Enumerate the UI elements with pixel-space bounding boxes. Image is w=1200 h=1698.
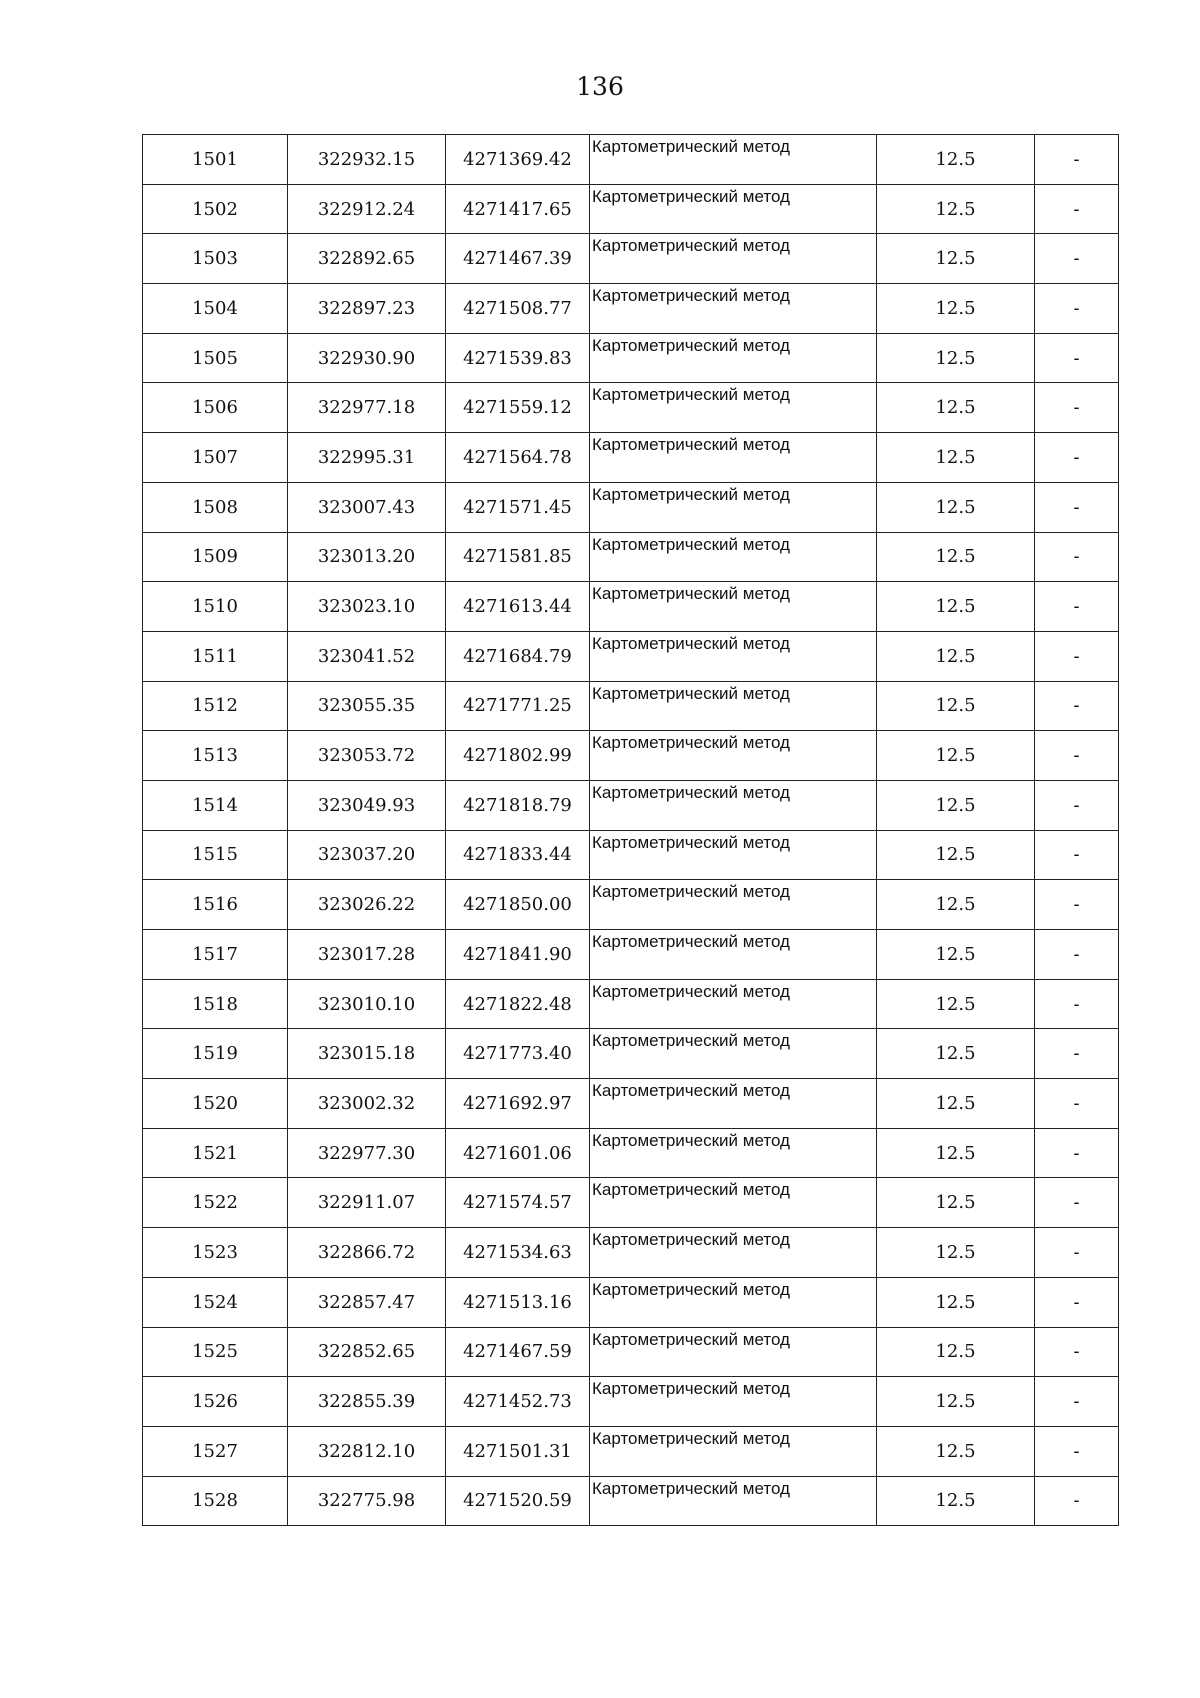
note-cell: - [1035,681,1119,731]
x-coordinate-cell: 322775.98 [288,1476,446,1526]
method-cell: Картометрический метод [590,383,877,433]
method-cell: Картометрический метод [590,1476,877,1526]
table-row [143,930,1119,980]
point-number-cell: 1518 [143,979,288,1029]
method-cell: Картометрический метод [590,433,877,483]
x-coordinate-cell: 323007.43 [288,482,446,532]
point-number-cell: 1519 [143,1029,288,1079]
x-coordinate-cell: 322977.18 [288,383,446,433]
y-coordinate-cell: 4271684.79 [446,631,590,681]
note-cell: - [1035,830,1119,880]
y-coordinate-cell: 4271520.59 [446,1476,590,1526]
y-coordinate-cell: 4271692.97 [446,1079,590,1129]
note-cell: - [1035,930,1119,980]
accuracy-cell: 12.5 [877,1228,1035,1278]
table-row [143,780,1119,830]
accuracy-cell: 12.5 [877,1377,1035,1427]
y-coordinate-cell: 4271417.65 [446,184,590,234]
note-cell: - [1035,880,1119,930]
y-coordinate-cell: 4271581.85 [446,532,590,582]
point-number-cell: 1514 [143,780,288,830]
y-coordinate-cell: 4271508.77 [446,284,590,334]
table-row [143,681,1119,731]
table-row [143,284,1119,334]
y-coordinate-cell: 4271571.45 [446,482,590,532]
accuracy-cell: 12.5 [877,1029,1035,1079]
y-coordinate-cell: 4271818.79 [446,780,590,830]
x-coordinate-cell: 322911.07 [288,1178,446,1228]
table-row [143,1277,1119,1327]
method-cell: Картометрический метод [590,582,877,632]
table-row [143,433,1119,483]
method-cell: Картометрический метод [590,184,877,234]
note-cell: - [1035,1178,1119,1228]
x-coordinate-cell: 323049.93 [288,780,446,830]
accuracy-cell: 12.5 [877,681,1035,731]
note-cell: - [1035,482,1119,532]
accuracy-cell: 12.5 [877,1327,1035,1377]
x-coordinate-cell: 323013.20 [288,532,446,582]
method-cell: Картометрический метод [590,284,877,334]
x-coordinate-cell: 322857.47 [288,1277,446,1327]
accuracy-cell: 12.5 [877,631,1035,681]
table-row [143,631,1119,681]
y-coordinate-cell: 4271773.40 [446,1029,590,1079]
method-cell: Картометрический метод [590,1426,877,1476]
x-coordinate-cell: 323010.10 [288,979,446,1029]
point-number-cell: 1525 [143,1327,288,1377]
y-coordinate-cell: 4271613.44 [446,582,590,632]
table-body [143,135,1119,1526]
x-coordinate-cell: 322852.65 [288,1327,446,1377]
accuracy-cell: 12.5 [877,731,1035,781]
y-coordinate-cell: 4271534.63 [446,1228,590,1278]
method-cell: Картометрический метод [590,880,877,930]
y-coordinate-cell: 4271802.99 [446,731,590,781]
point-number-cell: 1513 [143,731,288,781]
note-cell: - [1035,631,1119,681]
point-number-cell: 1521 [143,1128,288,1178]
note-cell: - [1035,1228,1119,1278]
point-number-cell: 1508 [143,482,288,532]
x-coordinate-cell: 323026.22 [288,880,446,930]
page-number: 136 [576,72,624,101]
point-number-cell: 1502 [143,184,288,234]
method-cell: Картометрический метод [590,1029,877,1079]
y-coordinate-cell: 4271467.39 [446,234,590,284]
method-cell: Картометрический метод [590,681,877,731]
method-cell: Картометрический метод [590,731,877,781]
accuracy-cell: 12.5 [877,780,1035,830]
y-coordinate-cell: 4271564.78 [446,433,590,483]
y-coordinate-cell: 4271771.25 [446,681,590,731]
method-cell: Картометрический метод [590,930,877,980]
table-row [143,830,1119,880]
table-row [143,1426,1119,1476]
accuracy-cell: 12.5 [877,333,1035,383]
method-cell: Картометрический метод [590,1178,877,1228]
accuracy-cell: 12.5 [877,979,1035,1029]
point-number-cell: 1527 [143,1426,288,1476]
table-row [143,1128,1119,1178]
note-cell: - [1035,284,1119,334]
note-cell: - [1035,582,1119,632]
method-cell: Картометрический метод [590,333,877,383]
y-coordinate-cell: 4271513.16 [446,1277,590,1327]
point-number-cell: 1526 [143,1377,288,1427]
accuracy-cell: 12.5 [877,532,1035,582]
accuracy-cell: 12.5 [877,1476,1035,1526]
method-cell: Картометрический метод [590,780,877,830]
note-cell: - [1035,383,1119,433]
method-cell: Картометрический метод [590,532,877,582]
accuracy-cell: 12.5 [877,1128,1035,1178]
method-cell: Картометрический метод [590,1128,877,1178]
x-coordinate-cell: 322897.23 [288,284,446,334]
point-number-cell: 1509 [143,532,288,582]
point-number-cell: 1506 [143,383,288,433]
note-cell: - [1035,184,1119,234]
x-coordinate-cell: 323053.72 [288,731,446,781]
table-row [143,582,1119,632]
point-number-cell: 1501 [143,135,288,185]
accuracy-cell: 12.5 [877,582,1035,632]
table-row [143,532,1119,582]
x-coordinate-cell: 322866.72 [288,1228,446,1278]
note-cell: - [1035,731,1119,781]
point-number-cell: 1503 [143,234,288,284]
accuracy-cell: 12.5 [877,880,1035,930]
coordinates-table [142,134,1119,1526]
table-row [143,234,1119,284]
x-coordinate-cell: 323055.35 [288,681,446,731]
method-cell: Картометрический метод [590,234,877,284]
accuracy-cell: 12.5 [877,482,1035,532]
x-coordinate-cell: 322930.90 [288,333,446,383]
y-coordinate-cell: 4271841.90 [446,930,590,980]
method-cell: Картометрический метод [590,1228,877,1278]
table-row [143,979,1119,1029]
note-cell: - [1035,433,1119,483]
method-cell: Картометрический метод [590,1277,877,1327]
table-row [143,333,1119,383]
table-row [143,1228,1119,1278]
table-row [143,1476,1119,1526]
x-coordinate-cell: 323002.32 [288,1079,446,1129]
method-cell: Картометрический метод [590,631,877,681]
point-number-cell: 1523 [143,1228,288,1278]
note-cell: - [1035,1476,1119,1526]
table-row [143,482,1119,532]
note-cell: - [1035,1426,1119,1476]
x-coordinate-cell: 322892.65 [288,234,446,284]
point-number-cell: 1505 [143,333,288,383]
note-cell: - [1035,780,1119,830]
note-cell: - [1035,234,1119,284]
method-cell: Картометрический метод [590,830,877,880]
point-number-cell: 1512 [143,681,288,731]
y-coordinate-cell: 4271452.73 [446,1377,590,1427]
note-cell: - [1035,1029,1119,1079]
y-coordinate-cell: 4271574.57 [446,1178,590,1228]
note-cell: - [1035,1277,1119,1327]
accuracy-cell: 12.5 [877,1426,1035,1476]
table-row [143,1178,1119,1228]
x-coordinate-cell: 323041.52 [288,631,446,681]
method-cell: Картометрический метод [590,1079,877,1129]
x-coordinate-cell: 322977.30 [288,1128,446,1178]
y-coordinate-cell: 4271822.48 [446,979,590,1029]
point-number-cell: 1507 [143,433,288,483]
point-number-cell: 1517 [143,930,288,980]
table-row [143,1377,1119,1427]
table-row [143,1029,1119,1079]
note-cell: - [1035,1377,1119,1427]
note-cell: - [1035,135,1119,185]
point-number-cell: 1511 [143,631,288,681]
accuracy-cell: 12.5 [877,135,1035,185]
x-coordinate-cell: 323023.10 [288,582,446,632]
y-coordinate-cell: 4271467.59 [446,1327,590,1377]
y-coordinate-cell: 4271369.42 [446,135,590,185]
table-row [143,135,1119,185]
point-number-cell: 1504 [143,284,288,334]
accuracy-cell: 12.5 [877,1079,1035,1129]
point-number-cell: 1528 [143,1476,288,1526]
y-coordinate-cell: 4271539.83 [446,333,590,383]
table-row [143,1327,1119,1377]
accuracy-cell: 12.5 [877,1277,1035,1327]
table-row [143,184,1119,234]
note-cell: - [1035,1327,1119,1377]
accuracy-cell: 12.5 [877,1178,1035,1228]
point-number-cell: 1522 [143,1178,288,1228]
point-number-cell: 1520 [143,1079,288,1129]
accuracy-cell: 12.5 [877,433,1035,483]
accuracy-cell: 12.5 [877,234,1035,284]
accuracy-cell: 12.5 [877,284,1035,334]
x-coordinate-cell: 322912.24 [288,184,446,234]
x-coordinate-cell: 322812.10 [288,1426,446,1476]
table-row [143,880,1119,930]
y-coordinate-cell: 4271601.06 [446,1128,590,1178]
accuracy-cell: 12.5 [877,930,1035,980]
note-cell: - [1035,979,1119,1029]
point-number-cell: 1516 [143,880,288,930]
method-cell: Картометрический метод [590,979,877,1029]
table-row [143,731,1119,781]
point-number-cell: 1510 [143,582,288,632]
x-coordinate-cell: 323015.18 [288,1029,446,1079]
table-row [143,1079,1119,1129]
note-cell: - [1035,1128,1119,1178]
note-cell: - [1035,333,1119,383]
note-cell: - [1035,1079,1119,1129]
method-cell: Картометрический метод [590,135,877,185]
y-coordinate-cell: 4271559.12 [446,383,590,433]
y-coordinate-cell: 4271850.00 [446,880,590,930]
point-number-cell: 1524 [143,1277,288,1327]
accuracy-cell: 12.5 [877,830,1035,880]
x-coordinate-cell: 323037.20 [288,830,446,880]
method-cell: Картометрический метод [590,1327,877,1377]
y-coordinate-cell: 4271833.44 [446,830,590,880]
accuracy-cell: 12.5 [877,383,1035,433]
accuracy-cell: 12.5 [877,184,1035,234]
x-coordinate-cell: 322932.15 [288,135,446,185]
point-number-cell: 1515 [143,830,288,880]
method-cell: Картометрический метод [590,482,877,532]
table-row [143,383,1119,433]
x-coordinate-cell: 322855.39 [288,1377,446,1427]
x-coordinate-cell: 323017.28 [288,930,446,980]
method-cell: Картометрический метод [590,1377,877,1427]
x-coordinate-cell: 322995.31 [288,433,446,483]
y-coordinate-cell: 4271501.31 [446,1426,590,1476]
note-cell: - [1035,532,1119,582]
